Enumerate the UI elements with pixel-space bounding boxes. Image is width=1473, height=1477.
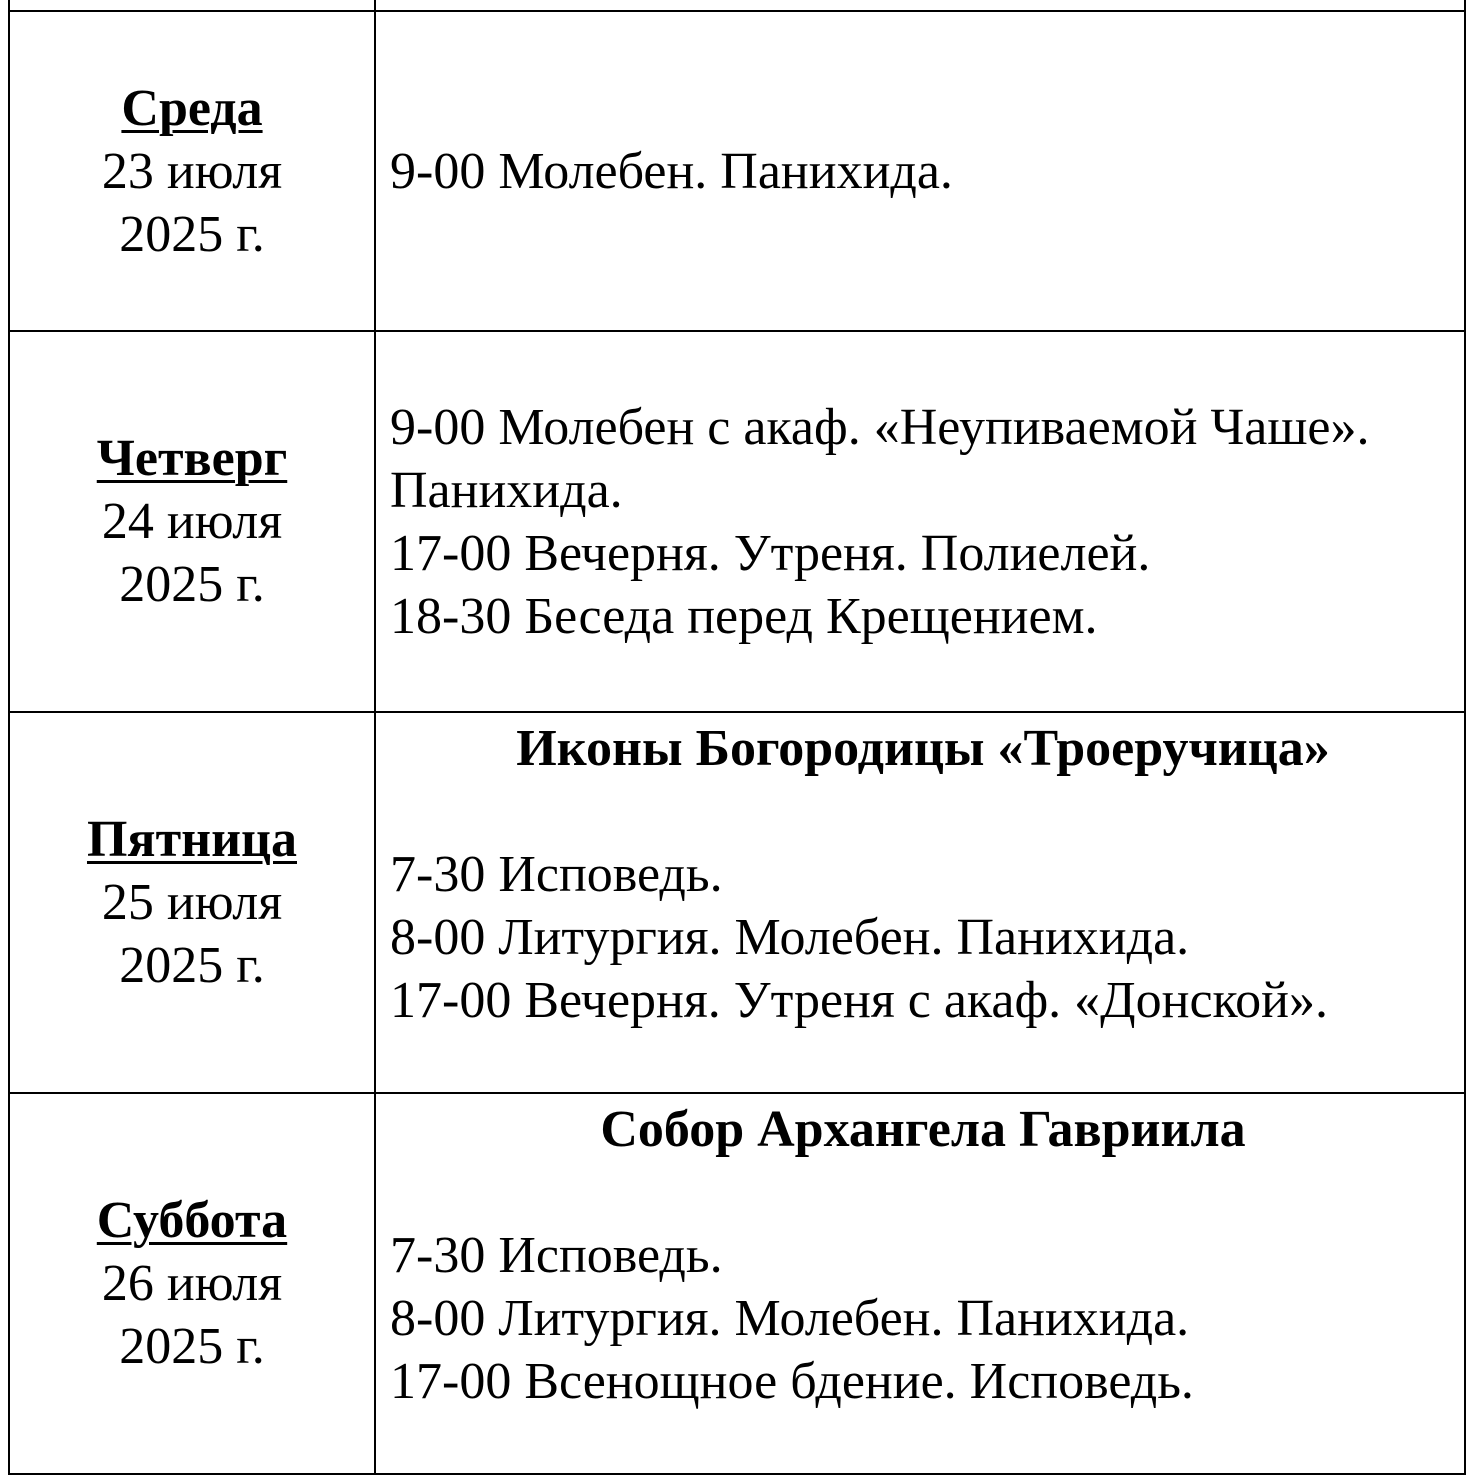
feast-title: Собор Архангела Гавриила [600,1101,1246,1158]
services-cell-thursday [375,331,1465,712]
service-line: 7-30 Исповедь. [390,846,723,903]
day-year: 2025 г. [119,937,265,994]
day-year: 2025 г. [119,1318,265,1375]
service-line: 9-00 Молебен с акаф. «Неупиваемой Чаше». [390,398,1370,456]
day-cell-thursday [9,331,375,712]
day-date: 26 июля [101,1255,283,1312]
table-row-previous [9,0,1465,11]
spacer [390,1161,1456,1224]
services-cell-previous [375,0,1465,11]
table-row-friday [9,712,1465,1093]
day-cell-friday [9,712,375,1093]
services-cell-friday [375,712,1465,1093]
service-line: 9-00 Молебен. Панихида. [390,142,953,200]
service-line: 7-30 Исповедь. [390,1227,723,1284]
service-line: Панихида. [390,461,623,519]
spacer [390,780,1456,843]
day-name: Среда [121,79,263,137]
day-name: Четверг [96,430,288,487]
service-line: 17-00 Вечерня. Утреня. Полиелей. [390,524,1151,582]
service-line: 18-30 Беседа перед Крещением. [390,587,1098,645]
day-date: 24 июля [101,493,283,550]
feast-title: Иконы Богородицы «Троеручица» [516,720,1330,777]
table-row-thursday [9,331,1465,712]
day-year: 2025 г. [119,205,265,263]
day-cell-previous [9,0,375,11]
day-year: 2025 г. [119,556,265,613]
service-line: 8-00 Литургия. Молебен. Панихида. [390,1290,1190,1347]
service-line: 17-00 Вечерня. Утреня с акаф. «Донской». [390,972,1329,1029]
services-cell-wednesday [375,11,1465,331]
day-date: 23 июля [101,142,283,200]
services-cell-saturday [375,1093,1465,1474]
day-name: Суббота [96,1192,288,1249]
schedule-table [8,0,1466,1475]
day-name: Пятница [86,811,297,868]
table-row-saturday [9,1093,1465,1474]
day-date: 25 июля [101,874,283,931]
service-line: 8-00 Литургия. Молебен. Панихида. [390,909,1190,966]
table-row-wednesday [9,11,1465,331]
day-cell-saturday [9,1093,375,1474]
day-cell-wednesday [9,11,375,331]
service-line: 17-00 Всенощное бдение. Исповедь. [390,1353,1194,1410]
